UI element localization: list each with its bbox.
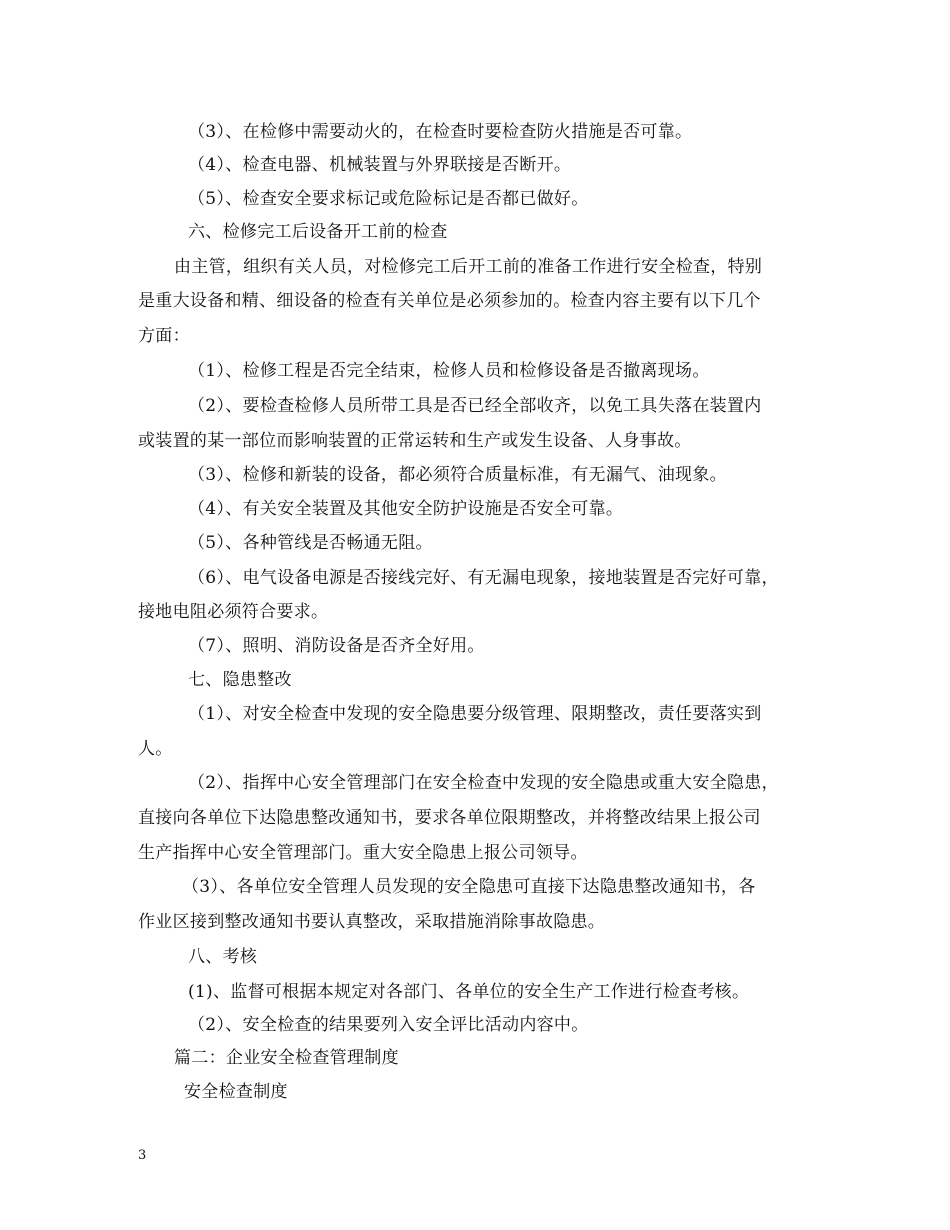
paragraph-line: (1)、监督可根据本规定对各部门、各单位的安全生产工作进行检查考核。 bbox=[188, 982, 750, 1002]
section-heading: 安全检查制度 bbox=[184, 1082, 288, 1102]
paragraph-line: 接地电阻必须符合要求。 bbox=[138, 602, 329, 622]
paragraph-line: 直接向各单位下达隐患整改通知书，要求各单位限期整改，并将整改结果上报公司 bbox=[138, 808, 761, 828]
section-heading: 八、考核 bbox=[188, 947, 258, 967]
paragraph-line: （1）、检修工程是否完全结束，检修人员和检修设备是否撤离现场。 bbox=[188, 361, 710, 381]
paragraph-line: （6）、电气设备电源是否接线完好、有无漏电现象，接地装置是否完好可靠， bbox=[188, 568, 779, 588]
paragraph-line: 是重大设备和精、细设备的检查有关单位是必须参加的。检查内容主要有以下几个 bbox=[138, 291, 761, 311]
paragraph-line: （5）、各种管线是否畅通无阻。 bbox=[188, 533, 433, 553]
paragraph-line: （3）、检修和新装的设备，都必须符合质量标准，有无漏气、油现象。 bbox=[188, 465, 727, 485]
paragraph-line: （2）、安全检查的结果要列入安全评比活动内容中。 bbox=[188, 1015, 589, 1035]
section-heading: 篇二：企业安全检查管理制度 bbox=[174, 1048, 399, 1068]
paragraph-line: 由主管，组织有关人员，对检修完工后开工前的准备工作进行安全检查，特别 bbox=[174, 257, 763, 277]
paragraph-line: 作业区接到整改通知书要认真整改，采取措施消除事故隐患。 bbox=[138, 912, 606, 932]
paragraph-line: （4）、检查电器、机械装置与外界联接是否断开。 bbox=[188, 155, 572, 175]
paragraph-line: （5）、检查安全要求标记或危险标记是否都已做好。 bbox=[188, 189, 589, 209]
paragraph-line: （2）、指挥中心安全管理部门在安全检查中发现的安全隐患或重大安全隐患， bbox=[188, 773, 779, 793]
paragraph-line: 或装置的某一部位而影响装置的正常运转和生产或发生设备、人身事故。 bbox=[138, 431, 692, 451]
paragraph-line: （2）、要检查检修人员所带工具是否已经全部收齐，以免工具失落在装置内 bbox=[188, 396, 762, 416]
section-heading: 七、隐患整改 bbox=[188, 670, 292, 690]
paragraph-line: （4）、有关安全装置及其他安全防护设施是否安全可靠。 bbox=[188, 499, 624, 519]
paragraph-line: （7）、照明、消防设备是否齐全好用。 bbox=[188, 636, 485, 656]
section-heading: 六、检修完工后设备开工前的检查 bbox=[188, 222, 448, 242]
paragraph-line: 人。 bbox=[138, 739, 173, 759]
paragraph-line: 方面： bbox=[138, 326, 190, 346]
paragraph-line: （1）、对安全检查中发现的安全隐患要分级管理、限期整改，责任要落实到 bbox=[188, 704, 762, 724]
paragraph-line: （3）、各单位安全管理人员发现的安全隐患可直接下达隐患整改通知书，各 bbox=[182, 877, 756, 897]
page-number: 3 bbox=[138, 1148, 147, 1163]
paragraph-line: （3）、在检修中需要动火的，在检查时要检查防火措施是否可靠。 bbox=[188, 122, 693, 142]
paragraph-line: 生产指挥中心安全管理部门。重大安全隐患上报公司领导。 bbox=[138, 843, 588, 863]
